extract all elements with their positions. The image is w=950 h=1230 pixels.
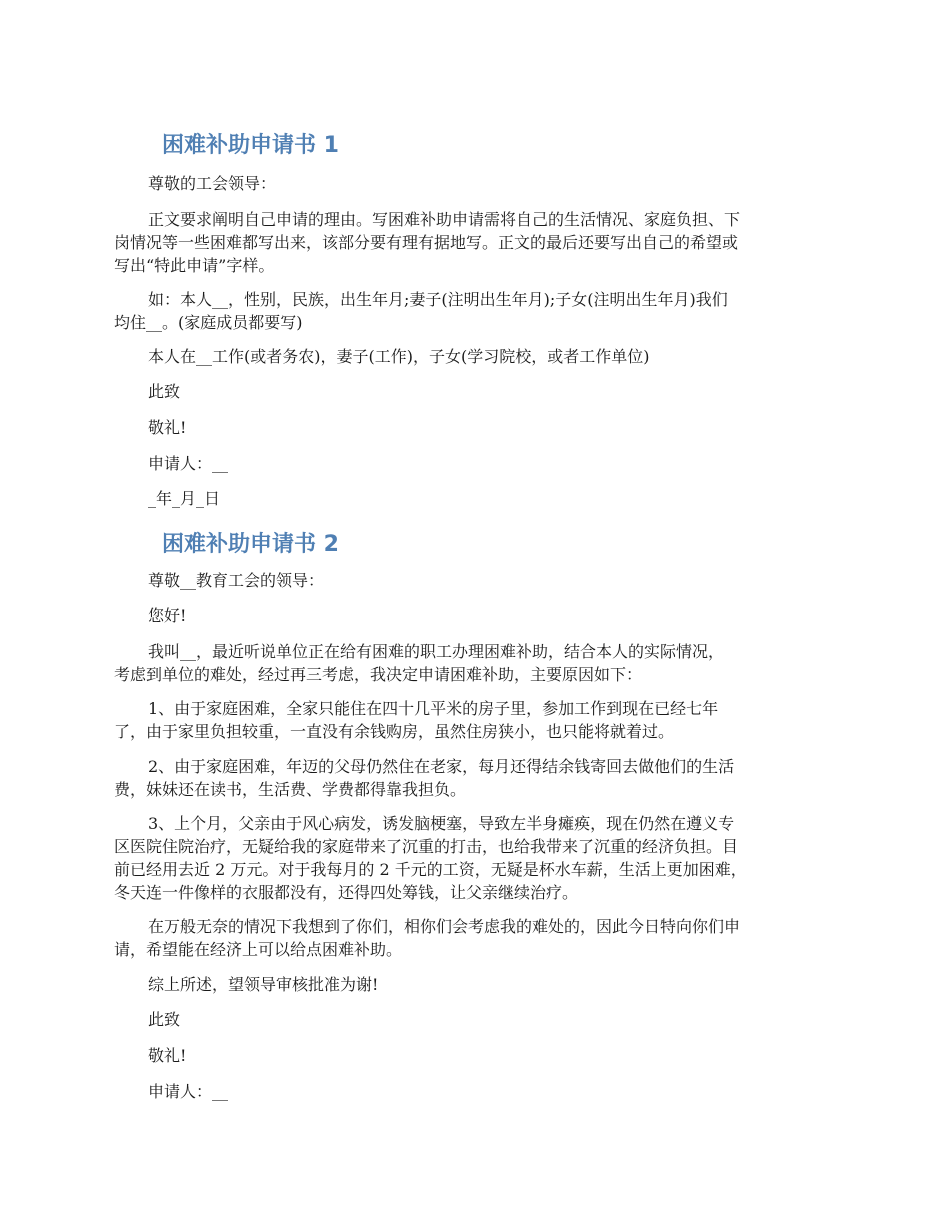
section1-para1-line3: 写出“特此申请”字样。 xyxy=(114,256,275,275)
section1-para2-line1: 如：本人__，性别，民族，出生年月;妻子(注明出生年月);子女(注明出生年月)我们 xyxy=(148,290,728,309)
section1-salutation: 尊敬的工会领导： xyxy=(148,174,277,193)
section2-reason2-line1: 2、由于家庭困难，年迈的父母仍然住在老家，每月还得结余钱寄回去做他们的生活 xyxy=(148,757,735,776)
section2-closing-cizhi: 此致 xyxy=(148,1010,181,1029)
section1-para2-line2: 均住__。(家庭成员都要写) xyxy=(114,313,303,332)
section2-reason3-line3: 前已经用去近 2 万元。对于我每月的 2 千元的工资，无疑是杯水车薪，生活上更加困难， xyxy=(114,860,747,879)
section1-title: 困难补助申请书 1 xyxy=(162,133,339,158)
section2-reason1-line1: 1、由于家庭困难，全家只能住在四十几平米的房子里，参加工作到现在已经七年 xyxy=(148,699,719,718)
section2-para2-line1: 在万般无奈的情况下我想到了你们，相你们会考虑我的难处的，因此今日特向你们申 xyxy=(148,917,741,936)
section1-closing-jingli: 敬礼! xyxy=(148,418,187,437)
section1-applicant: 申请人：__ xyxy=(148,454,229,473)
section2-reason3-line2: 区医院住院治疗，无疑给我的家庭带来了沉重的打击，也给我带来了沉重的经济负担。目 xyxy=(114,837,739,856)
section1-closing-cizhi: 此致 xyxy=(148,382,181,401)
section2-para2-line2: 请，希望能在经济上可以给点困难补助。 xyxy=(114,940,403,959)
section2-summary: 综上所述，望领导审核批准为谢! xyxy=(148,975,379,994)
section1-date: _年_月_日 xyxy=(148,489,221,508)
section1-para1-line2: 岗情况等一些困难都写出来，该部分要有理有据地写。正文的最后还要写出自己的希望或 xyxy=(114,233,739,252)
section2-applicant: 申请人：__ xyxy=(148,1082,229,1101)
section1-para1-line1: 正文要求阐明自己申请的理由。写困难补助申请需将自己的生活情况、家庭负担、下 xyxy=(148,210,741,229)
section2-reason3-line4: 冬天连一件像样的衣服都没有，还得四处筹钱，让父亲继续治疗。 xyxy=(114,883,579,902)
section2-reason3-line1: 3、上个月，父亲由于风心病发，诱发脑梗塞，导致左半身瘫痪，现在仍然在遵义专 xyxy=(148,814,735,833)
section2-closing-jingli: 敬礼! xyxy=(148,1046,187,1065)
section2-para1-line1: 我叫__，最近听说单位正在给有困难的职工办理困难补助，结合本人的实际情况， xyxy=(148,642,725,661)
section2-greeting: 您好! xyxy=(148,606,187,625)
section2-reason1-line2: 了，由于家里负担较重，一直没有余钱购房，虽然住房狭小，也只能将就着过。 xyxy=(114,722,675,741)
section2-reason2-line2: 费，妹妹还在读书，生活费、学费都得靠我担负。 xyxy=(114,780,467,799)
section2-para1-line2: 考虑到单位的难处，经过再三考虑，我决定申请困难补助，主要原因如下： xyxy=(114,665,643,684)
section2-title: 困难补助申请书 2 xyxy=(162,532,339,557)
section1-para3: 本人在__工作(或者务农)，妻子(工作)，子女(学习院校，或者工作单位) xyxy=(148,347,650,366)
section2-salutation: 尊敬__教育工会的领导： xyxy=(148,571,325,590)
